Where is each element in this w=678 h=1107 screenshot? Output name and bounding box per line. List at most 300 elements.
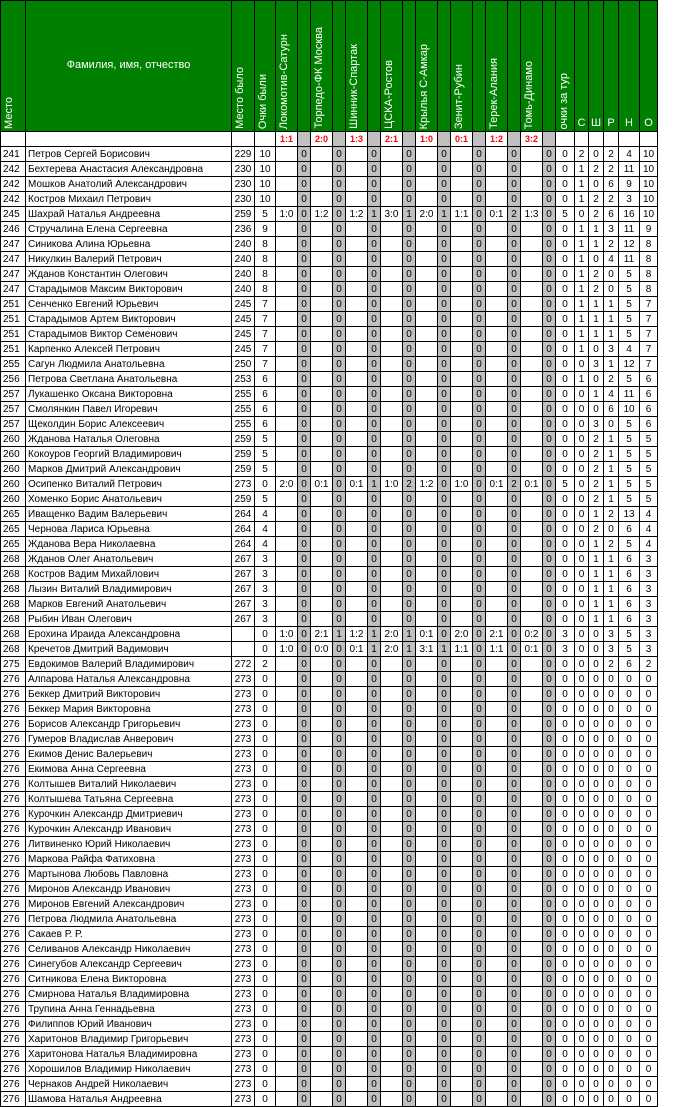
cell-n: 5 bbox=[619, 282, 640, 297]
cell-m2-pred bbox=[311, 657, 333, 672]
cell-m1-pred bbox=[276, 537, 298, 552]
cell-sh: 2 bbox=[589, 162, 604, 177]
cell-m5-pred bbox=[416, 177, 438, 192]
cell-m3-pred bbox=[346, 822, 368, 837]
cell-m1-pts: 0 bbox=[298, 312, 311, 327]
cell-m7-pts: 0 bbox=[508, 162, 521, 177]
header-match-6: Зенит-Рубин bbox=[451, 1, 473, 132]
cell-m4-pred bbox=[381, 822, 403, 837]
cell-m2-pred bbox=[311, 462, 333, 477]
cell-m1-pred bbox=[276, 687, 298, 702]
cell-prev-place: 230 bbox=[232, 162, 255, 177]
cell-m3-pts: 0 bbox=[368, 987, 381, 1002]
cell-m2-pred bbox=[311, 882, 333, 897]
cell-m7-pred bbox=[486, 1062, 508, 1077]
cell-o: 3 bbox=[640, 552, 658, 567]
cell-m3-pred bbox=[346, 282, 368, 297]
cell-c: 0 bbox=[575, 1047, 589, 1062]
cell-m3-pred bbox=[346, 417, 368, 432]
cell-m5-pts: 0 bbox=[438, 342, 451, 357]
cell-n: 12 bbox=[619, 357, 640, 372]
cell-prev-place: 236 bbox=[232, 222, 255, 237]
cell-m2-pts: 0 bbox=[333, 342, 346, 357]
cell-m1-pts: 0 bbox=[298, 267, 311, 282]
cell-m6-pred bbox=[451, 177, 473, 192]
cell-m2-pts: 0 bbox=[333, 582, 346, 597]
cell-m4-pred bbox=[381, 987, 403, 1002]
cell-sh: 2 bbox=[589, 522, 604, 537]
cell-m1-pred bbox=[276, 462, 298, 477]
cell-place: 247 bbox=[1, 267, 26, 282]
cell-m6-pred bbox=[451, 912, 473, 927]
cell-m6-pts: 0 bbox=[473, 762, 486, 777]
cell-m8-pred bbox=[521, 942, 543, 957]
cell-place: 276 bbox=[1, 1062, 26, 1077]
cell-m1-pred bbox=[276, 597, 298, 612]
cell-o: 8 bbox=[640, 282, 658, 297]
cell-m3-pts: 0 bbox=[368, 672, 381, 687]
cell-m6-pts: 0 bbox=[473, 432, 486, 447]
cell-m4-pred bbox=[381, 762, 403, 777]
cell-m2-pred bbox=[311, 237, 333, 252]
cell-m4-pred bbox=[381, 192, 403, 207]
cell-n: 11 bbox=[619, 252, 640, 267]
cell-c: 1 bbox=[575, 372, 589, 387]
cell-m5-pred bbox=[416, 342, 438, 357]
cell-m2-pts: 0 bbox=[333, 567, 346, 582]
cell-m3-pts: 0 bbox=[368, 492, 381, 507]
cell-r: 2 bbox=[604, 147, 619, 162]
cell-name: Чернаков Андрей Николаевич bbox=[26, 1077, 232, 1092]
cell-m2-pred bbox=[311, 1092, 333, 1107]
cell-m8-pts: 0 bbox=[543, 717, 556, 732]
cell-m5-pred bbox=[416, 162, 438, 177]
cell-m2-pts: 0 bbox=[333, 792, 346, 807]
cell-m2-pts: 0 bbox=[333, 537, 346, 552]
cell-m2-pred bbox=[311, 582, 333, 597]
cell-n: 5 bbox=[619, 537, 640, 552]
cell-m8-pts: 0 bbox=[543, 1032, 556, 1047]
cell-m4-pts: 0 bbox=[403, 972, 416, 987]
cell-sh: 0 bbox=[589, 792, 604, 807]
table-row bbox=[1, 462, 658, 477]
cell-m8-pred bbox=[521, 387, 543, 402]
cell-m3-pts: 0 bbox=[368, 297, 381, 312]
cell-m5-pts: 0 bbox=[438, 177, 451, 192]
header-name: Фамилия, имя, отчество bbox=[26, 1, 232, 132]
cell-o: 0 bbox=[640, 717, 658, 732]
cell-m2-pred bbox=[311, 807, 333, 822]
cell-m6-pred bbox=[451, 567, 473, 582]
table-row bbox=[1, 1002, 658, 1017]
cell-m1-pred bbox=[276, 237, 298, 252]
cell-m2-pred bbox=[311, 822, 333, 837]
cell-o: 10 bbox=[640, 147, 658, 162]
cell-place: 265 bbox=[1, 522, 26, 537]
cell-prev-points: 0 bbox=[255, 927, 276, 942]
cell-name: Хорошилов Владимир Николаевич bbox=[26, 1062, 232, 1077]
cell-prev-points: 3 bbox=[255, 567, 276, 582]
cell-name: Никулкин Валерий Петрович bbox=[26, 252, 232, 267]
cell-m2-pts: 0 bbox=[333, 297, 346, 312]
cell-m1-pts: 0 bbox=[298, 927, 311, 942]
cell-m8-pred bbox=[521, 342, 543, 357]
cell-m1-pts: 0 bbox=[298, 837, 311, 852]
cell-o: 0 bbox=[640, 1092, 658, 1107]
cell-place: 276 bbox=[1, 1002, 26, 1017]
cell-m8-pred bbox=[521, 462, 543, 477]
cell-m3-pred bbox=[346, 327, 368, 342]
cell-m4-pts: 0 bbox=[403, 747, 416, 762]
cell-m1-pred bbox=[276, 957, 298, 972]
cell-r: 0 bbox=[604, 1002, 619, 1017]
cell-m5-pred bbox=[416, 822, 438, 837]
cell-m3-pts: 0 bbox=[368, 537, 381, 552]
cell-prev-points: 0 bbox=[255, 477, 276, 492]
cell-r: 6 bbox=[604, 177, 619, 192]
cell-m4-pts: 0 bbox=[403, 252, 416, 267]
cell-m8-pts: 0 bbox=[543, 327, 556, 342]
cell-m5-pred bbox=[416, 762, 438, 777]
cell-m1-pred bbox=[276, 432, 298, 447]
cell-m6-pred bbox=[451, 1032, 473, 1047]
cell-m8-pts: 0 bbox=[543, 687, 556, 702]
cell-r: 0 bbox=[604, 1047, 619, 1062]
cell-m5-pts: 0 bbox=[438, 612, 451, 627]
cell-m3-pred bbox=[346, 702, 368, 717]
cell-m4-pred bbox=[381, 387, 403, 402]
cell-tour-points: 0 bbox=[556, 747, 575, 762]
cell-n: 12 bbox=[619, 237, 640, 252]
cell-m1-pred bbox=[276, 522, 298, 537]
cell-r: 0 bbox=[604, 807, 619, 822]
cell-prev-place: 240 bbox=[232, 252, 255, 267]
cell-m2-pts: 0 bbox=[333, 702, 346, 717]
cell-o: 3 bbox=[640, 612, 658, 627]
cell-m4-pts: 0 bbox=[403, 807, 416, 822]
cell-r: 2 bbox=[604, 507, 619, 522]
cell-m3-pts: 0 bbox=[368, 822, 381, 837]
cell-prev-points: 0 bbox=[255, 687, 276, 702]
cell-m7-pts: 0 bbox=[508, 237, 521, 252]
cell-m4-pred bbox=[381, 567, 403, 582]
cell-m2-pts: 0 bbox=[333, 777, 346, 792]
cell-m1-pts: 0 bbox=[298, 1047, 311, 1062]
cell-prev-place: 267 bbox=[232, 552, 255, 567]
cell-m6-pred bbox=[451, 597, 473, 612]
cell-m1-pts: 0 bbox=[298, 192, 311, 207]
cell-sh: 0 bbox=[589, 147, 604, 162]
cell-m4-pred bbox=[381, 897, 403, 912]
cell-m4-pred bbox=[381, 402, 403, 417]
cell-m6-pts: 0 bbox=[473, 957, 486, 972]
cell-m2-pred bbox=[311, 1047, 333, 1062]
cell-m2-pts: 0 bbox=[333, 402, 346, 417]
cell-prev-points: 0 bbox=[255, 672, 276, 687]
table-row bbox=[1, 582, 658, 597]
cell-m7-pts: 0 bbox=[508, 297, 521, 312]
cell-m4-pred: 2:0 bbox=[381, 627, 403, 642]
cell-m7-pts: 0 bbox=[508, 942, 521, 957]
cell-sh: 2 bbox=[589, 192, 604, 207]
cell-m6-pred bbox=[451, 162, 473, 177]
cell-m2-pts: 0 bbox=[333, 222, 346, 237]
cell-c: 0 bbox=[575, 492, 589, 507]
cell-m6-pts: 0 bbox=[473, 702, 486, 717]
cell-place: 255 bbox=[1, 357, 26, 372]
cell-m2-pts: 0 bbox=[333, 522, 346, 537]
cell-m5-pts: 0 bbox=[438, 402, 451, 417]
cell-m3-pred bbox=[346, 357, 368, 372]
cell-place: 276 bbox=[1, 882, 26, 897]
cell-m2-pred bbox=[311, 897, 333, 912]
table-row bbox=[1, 867, 658, 882]
cell-m6-pred bbox=[451, 702, 473, 717]
cell-m5-pred bbox=[416, 897, 438, 912]
cell-m3-pred bbox=[346, 927, 368, 942]
cell-m7-pred bbox=[486, 612, 508, 627]
cell-c: 0 bbox=[575, 357, 589, 372]
cell-sh: 0 bbox=[589, 1092, 604, 1107]
cell-m6-pred bbox=[451, 492, 473, 507]
cell-m5-pts: 1 bbox=[438, 642, 451, 657]
table-row bbox=[1, 1092, 658, 1107]
cell-m1-pts: 0 bbox=[298, 852, 311, 867]
cell-m7-pts: 0 bbox=[508, 1092, 521, 1107]
cell-m1-pts: 0 bbox=[298, 657, 311, 672]
cell-m1-pred: 1:0 bbox=[276, 627, 298, 642]
cell-m3-pred bbox=[346, 1002, 368, 1017]
cell-m2-pts: 0 bbox=[333, 717, 346, 732]
table-row bbox=[1, 822, 658, 837]
cell-prev-place: 273 bbox=[232, 807, 255, 822]
cell-m6-pts: 0 bbox=[473, 897, 486, 912]
cell-m6-pts: 0 bbox=[473, 537, 486, 552]
cell-m3-pts: 0 bbox=[368, 432, 381, 447]
cell-prev-place: 273 bbox=[232, 477, 255, 492]
cell-prev-points: 0 bbox=[255, 762, 276, 777]
cell-prev-points: 7 bbox=[255, 342, 276, 357]
cell-m5-pred bbox=[416, 807, 438, 822]
cell-m7-pred bbox=[486, 957, 508, 972]
cell-place: 268 bbox=[1, 642, 26, 657]
cell-prev-points: 5 bbox=[255, 447, 276, 462]
cell-r: 6 bbox=[604, 402, 619, 417]
cell-tour-points: 5 bbox=[556, 477, 575, 492]
cell-name: Смирнова Наталья Владимировна bbox=[26, 987, 232, 1002]
cell-m2-pts: 0 bbox=[333, 807, 346, 822]
cell-c: 0 bbox=[575, 1032, 589, 1047]
cell-m5-pts: 0 bbox=[438, 522, 451, 537]
cell-m1-pred bbox=[276, 927, 298, 942]
cell-m8-pts: 0 bbox=[543, 192, 556, 207]
result-match-2: 2:0 bbox=[311, 132, 333, 147]
cell-r: 0 bbox=[604, 1062, 619, 1077]
table-row bbox=[1, 1077, 658, 1092]
cell-m5-pts: 0 bbox=[438, 1017, 451, 1032]
table-row bbox=[1, 747, 658, 762]
cell-m8-pred bbox=[521, 1032, 543, 1047]
table-row bbox=[1, 192, 658, 207]
cell-m3-pred bbox=[346, 192, 368, 207]
cell-m1-pts: 0 bbox=[298, 672, 311, 687]
cell-place: 257 bbox=[1, 402, 26, 417]
cell-m8-pred bbox=[521, 537, 543, 552]
cell-m1-pred bbox=[276, 1032, 298, 1047]
cell-m8-pred: 0:2 bbox=[521, 627, 543, 642]
cell-m5-pred bbox=[416, 402, 438, 417]
cell-sh: 1 bbox=[589, 567, 604, 582]
cell-r: 1 bbox=[604, 297, 619, 312]
cell-m5-pts: 0 bbox=[438, 897, 451, 912]
cell-r: 1 bbox=[604, 447, 619, 462]
cell-m1-pts: 0 bbox=[298, 342, 311, 357]
cell-m5-pred bbox=[416, 357, 438, 372]
cell-m5-pred: 3:1 bbox=[416, 642, 438, 657]
cell-m5-pts: 0 bbox=[438, 477, 451, 492]
cell-m7-pred: 0:1 bbox=[486, 207, 508, 222]
cell-m6-pred bbox=[451, 732, 473, 747]
cell-m3-pred bbox=[346, 582, 368, 597]
cell-n: 5 bbox=[619, 417, 640, 432]
cell-sh: 0 bbox=[589, 972, 604, 987]
cell-m4-pred: 1:0 bbox=[381, 477, 403, 492]
cell-m8-pts: 0 bbox=[543, 762, 556, 777]
table-row bbox=[1, 252, 658, 267]
cell-c: 0 bbox=[575, 552, 589, 567]
cell-m6-pred bbox=[451, 432, 473, 447]
cell-place: 241 bbox=[1, 147, 26, 162]
cell-m8-pred: 0:1 bbox=[521, 477, 543, 492]
cell-o: 4 bbox=[640, 522, 658, 537]
table-row bbox=[1, 732, 658, 747]
cell-m4-pred bbox=[381, 297, 403, 312]
cell-c: 1 bbox=[575, 342, 589, 357]
cell-m6-pred bbox=[451, 612, 473, 627]
cell-m5-pred bbox=[416, 537, 438, 552]
cell-m4-pred bbox=[381, 912, 403, 927]
cell-tour-points: 0 bbox=[556, 972, 575, 987]
cell-m5-pts: 0 bbox=[438, 702, 451, 717]
cell-n: 0 bbox=[619, 927, 640, 942]
table-row bbox=[1, 957, 658, 972]
cell-m3-pred bbox=[346, 492, 368, 507]
cell-m6-pts: 0 bbox=[473, 612, 486, 627]
cell-m3-pts: 0 bbox=[368, 837, 381, 852]
cell-m2-pts: 0 bbox=[333, 312, 346, 327]
cell-m5-pred bbox=[416, 972, 438, 987]
cell-m7-pts: 0 bbox=[508, 627, 521, 642]
cell-prev-points: 0 bbox=[255, 912, 276, 927]
cell-m4-pts: 0 bbox=[403, 777, 416, 792]
cell-m2-pts: 0 bbox=[333, 1062, 346, 1077]
cell-m8-pts: 0 bbox=[543, 282, 556, 297]
cell-prev-points: 10 bbox=[255, 192, 276, 207]
cell-tour-points: 0 bbox=[556, 552, 575, 567]
cell-m3-pts: 0 bbox=[368, 897, 381, 912]
cell-m1-pts: 0 bbox=[298, 432, 311, 447]
cell-m7-pred bbox=[486, 267, 508, 282]
cell-m6-pts: 0 bbox=[473, 882, 486, 897]
cell-name: Жданова Наталья Олеговна bbox=[26, 432, 232, 447]
cell-n: 5 bbox=[619, 432, 640, 447]
cell-m2-pts: 0 bbox=[333, 747, 346, 762]
cell-m8-pred bbox=[521, 297, 543, 312]
cell-m6-pred bbox=[451, 1047, 473, 1062]
cell-m4-pred bbox=[381, 1032, 403, 1047]
cell-m3-pred bbox=[346, 657, 368, 672]
cell-m2-pts: 0 bbox=[333, 507, 346, 522]
cell-tour-points: 0 bbox=[556, 357, 575, 372]
cell-m1-pts: 0 bbox=[298, 222, 311, 237]
cell-sh: 1 bbox=[589, 297, 604, 312]
cell-prev-place: 273 bbox=[232, 1047, 255, 1062]
cell-m5-pts: 0 bbox=[438, 492, 451, 507]
cell-place: 242 bbox=[1, 192, 26, 207]
cell-m7-pred bbox=[486, 162, 508, 177]
cell-m3-pred bbox=[346, 297, 368, 312]
cell-name: Колтышев Виталий Николаевич bbox=[26, 777, 232, 792]
cell-m5-pred bbox=[416, 1047, 438, 1062]
cell-n: 6 bbox=[619, 567, 640, 582]
cell-o: 0 bbox=[640, 762, 658, 777]
cell-m7-pred bbox=[486, 462, 508, 477]
cell-m5-pred bbox=[416, 222, 438, 237]
cell-m4-pts: 0 bbox=[403, 1017, 416, 1032]
cell-m2-pts: 0 bbox=[333, 492, 346, 507]
cell-sh: 0 bbox=[589, 927, 604, 942]
cell-sh: 0 bbox=[589, 672, 604, 687]
cell-m3-pred bbox=[346, 267, 368, 282]
cell-o: 8 bbox=[640, 252, 658, 267]
cell-m8-pred bbox=[521, 432, 543, 447]
cell-name: Рыбин Иван Олегович bbox=[26, 612, 232, 627]
cell-m3-pts: 0 bbox=[368, 417, 381, 432]
cell-n: 0 bbox=[619, 762, 640, 777]
cell-m5-pts: 0 bbox=[438, 297, 451, 312]
table-row bbox=[1, 297, 658, 312]
header-match-7: Терек-Алания bbox=[486, 1, 508, 132]
cell-prev-points: 0 bbox=[255, 882, 276, 897]
cell-o: 0 bbox=[640, 852, 658, 867]
cell-m2-pts: 0 bbox=[333, 357, 346, 372]
cell-o: 10 bbox=[640, 192, 658, 207]
cell-m2-pts: 0 bbox=[333, 1032, 346, 1047]
cell-r: 2 bbox=[604, 162, 619, 177]
cell-m6-pts: 0 bbox=[473, 222, 486, 237]
cell-m7-pred bbox=[486, 372, 508, 387]
cell-name: Трупина Анна Геннадьевна bbox=[26, 1002, 232, 1017]
table-row bbox=[1, 327, 658, 342]
cell-m7-pred: 1:1 bbox=[486, 642, 508, 657]
cell-m6-pred bbox=[451, 237, 473, 252]
cell-m2-pred bbox=[311, 1062, 333, 1077]
cell-m2-pts: 0 bbox=[333, 1077, 346, 1092]
table-row bbox=[1, 342, 658, 357]
cell-m6-pred bbox=[451, 582, 473, 597]
cell-m8-pred bbox=[521, 507, 543, 522]
cell-r: 6 bbox=[604, 207, 619, 222]
cell-m8-pred bbox=[521, 927, 543, 942]
cell-tour-points: 5 bbox=[556, 207, 575, 222]
cell-sh: 0 bbox=[589, 1032, 604, 1047]
cell-m5-pred bbox=[416, 687, 438, 702]
cell-m3-pts: 0 bbox=[368, 1002, 381, 1017]
cell-m1-pred bbox=[276, 312, 298, 327]
cell-m6-pts: 0 bbox=[473, 462, 486, 477]
cell-m6-pred bbox=[451, 537, 473, 552]
cell-m5-pts: 0 bbox=[438, 1002, 451, 1017]
